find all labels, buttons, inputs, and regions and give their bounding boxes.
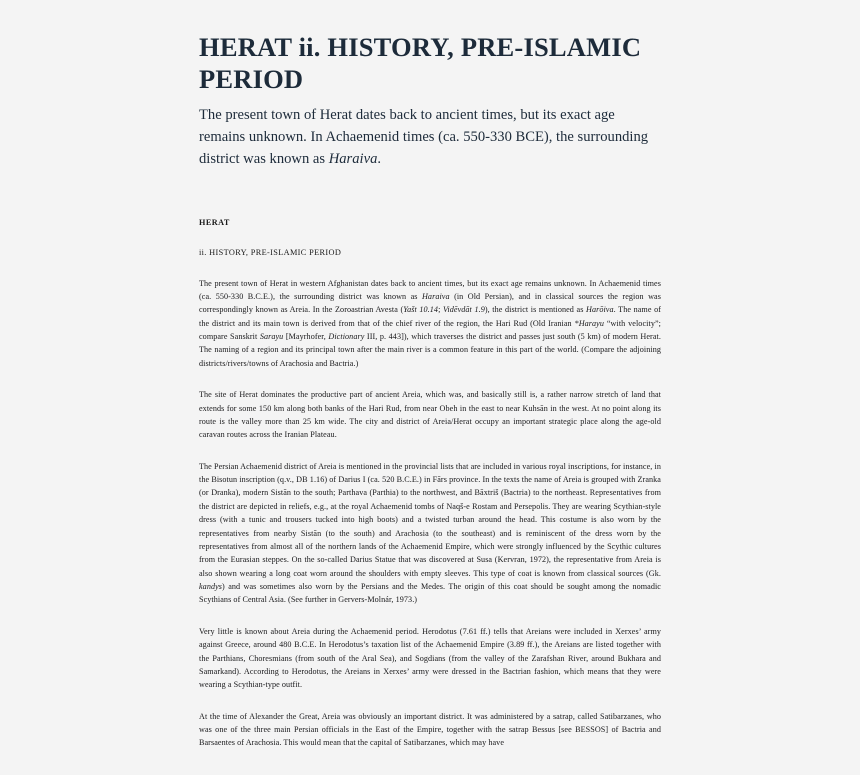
body-paragraph: The Persian Achaemenid district of Areia is mentioned in the provincial lists that are included in various royal inscriptions, for instance, in the Bisotun inscription (q.v., DB 1.16) of Darius I (ca. 520 B.C.E.) in Fārs province. In the texts the name of Areia is grouped with Zranka (or Dranka), modern Sistān to the south; Parthava (Parthia) to the northwest, and Bāxtriš (Bactria) to the northeast. Representatives from the district are depicted in reliefs, e.g., at the royal Achaemenid tombs of Naqš-e Rostam and Persepolis. They are wearing Scythian-style dress (with a tunic and trousers tucked into high boots) and a twisted turban around the head. This costume is also worn by the representatives from nearby Sistān (to the south) and Arachosia (to the southeast) and is reminiscent of the dress worn by the representatives from almost all of the northern lands of the Achaemenid Empire, which were strongly influenced by the Scythic cultures from the Eurasian steppes. On the so-called Darius Statue that was discovered at Susa (Kervran, 1972), the representative from Areia is also shown wearing a long coat worn around the shoulders with empty sleeves. This type of coat is known from classical sources (Gk. kandys) and was sometimes also worn by the Persians and the Medes. The origin of this coat should be sought among the nomadic Scythians of Central Asia. (See further in Gervers-Molnár, 1973.) <box>199 461 661 605</box>
section-subtitle: ii. HISTORY, PRE-ISLAMIC PERIOD <box>199 247 342 257</box>
body-paragraph: The site of Herat dominates the productive part of ancient Areia, which was, and basically still is, a rather narrow stretch of land that extends for some 150 km along both banks of the Hari Rud, from near Obeh in the east to near Kuhsān in the west. At no point along its route is the valley more than 25 km wide. The city and district of Areia/Herat occupy an important strategic place along the age-old caravan routes across the Iranian Plateau. <box>199 390 661 440</box>
body-paragraph: The present town of Herat in western Afghanistan dates back to ancient times, but its exact age remains unknown. In Achaemenid times (ca. 550-330 B.C.E.), the surrounding district was known as Haraiva (in Old Persian), and in classical sources the region was correspondingly known as Areia. In the Zoroastrian Avesta (Yašt 10.14; Vidēvdāt 1.9), the district is mentioned as Harōiva. The name of the district and its main town is derived from that of the chief river of the region, the Hari Rud (Old Iranian *Harayu “with velocity”; compare Sanskrit Sarayu [Mayrhofer, Dictionary III, p. 443]), which traverses the district and passes just south (5 km) of modern Herat. The naming of a region and its principal town after the main river is a common feature in this part of the world. (Compare the adjoining districts/rivers/towns of Arachosia and Bactria.) <box>199 278 661 368</box>
page-title: HERAT ii. HISTORY, PRE-ISLAMIC PERIOD <box>199 32 642 94</box>
body-paragraph: Very little is known about Areia during the Achaemenid period. Herodotus (7.61 ff.) tells that Areians were included in Xerxes’ army against Greece, around 480 B.C.E. In Herodotus’s taxation list of the Achaemenid Empire (3.89 ff.), the Areians are listed together with the Parthians, Choresmians (from south of the Aral Sea), and Sogdians (from the valley of the Zarafshan River, around Bukhara and Samarkand). According to Herodotus, the Areians in Xerxes’ army were dressed in the Bactrian fashion, which means that they were wearing a Scythian-type outfit. <box>199 626 661 690</box>
entry-label: HERAT <box>199 217 230 227</box>
body-paragraph: At the time of Alexander the Great, Areia was obviously an important district. It was administered by a satrap, called Satibarzanes, who was one of the three main Persian officials in the East of the Empire, together with the satrap Bessus [see BESSOS] of Bactria and Barsaentes of Arachosia. This would mean that the capital of Satibarzanes, which may have <box>199 711 661 748</box>
article-lead-summary: The present town of Herat dates back to ancient times, but its exact age remains unknown. In Achaemenid times (ca. 550-330 BCE), the surrounding district was known as Haraiva. <box>199 107 649 168</box>
article-body <box>199 277 661 750</box>
